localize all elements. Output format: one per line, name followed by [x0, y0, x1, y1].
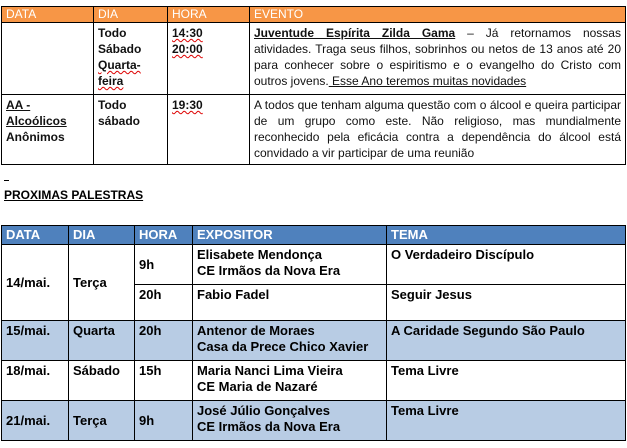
cell-data: 14/mai.: [2, 245, 69, 321]
cell-evento: A todos que tenham alguma questão com o álcool e queira participar de um grupo como este. Não religioso, mas mundialmente reconhecido pela eficácia contra a dependência do álcool está convidado a vir participar de uma reunião: [250, 95, 626, 165]
cell-tema: O Verdadeiro Discípulo: [387, 245, 626, 285]
table-row: [2, 321, 626, 361]
cell-data: [2, 23, 94, 95]
dia-line: Todo: [98, 98, 127, 112]
cell-expositor: [193, 361, 387, 401]
dia-line: feira: [98, 74, 124, 88]
events-row-aa: [2, 95, 626, 165]
cell-dia: Sábado: [69, 361, 135, 401]
talks-table: [1, 225, 626, 441]
cell-tema: Tema Livre: [387, 401, 626, 441]
expositor-house: Casa da Prece Chico Xavier: [197, 339, 369, 354]
header-dia: DIA: [69, 226, 135, 245]
hora-line: 20:00: [172, 42, 203, 56]
table-row: [2, 361, 626, 401]
talks-header-row: [2, 226, 626, 245]
cell-hora: 9h: [135, 401, 193, 441]
cell-dia: Quarta: [69, 321, 135, 361]
expositor-name: José Júlio Gonçalves: [197, 403, 330, 418]
data-line: AA -: [6, 98, 31, 112]
cell-expositor: [193, 285, 387, 321]
header-tema: TEMA: [387, 226, 626, 245]
dia-line: Quarta-: [98, 58, 141, 72]
header-data: DATA: [2, 226, 69, 245]
section-title: PROXIMAS PALESTRAS: [4, 188, 144, 202]
cell-expositor: [193, 245, 387, 285]
divider-mark: [4, 180, 9, 181]
cell-dia: [94, 23, 168, 95]
dia-line: sábado: [98, 114, 141, 128]
table-row: [2, 401, 626, 441]
event-body: – Já retornamos nossas atividades. Traga seus filhos, sobrinhos ou netos de 13 anos até 20 para conhecer sobre o espiritismo e o evangelho do Cristo com outros jovens.: [254, 26, 621, 88]
cell-expositor: [193, 321, 387, 361]
expositor-name: Fabio Fadel: [197, 287, 270, 302]
cell-tema: A Caridade Segundo São Paulo: [387, 321, 626, 361]
cell-data: [2, 95, 94, 165]
expositor-house: CE Maria de Nazaré: [197, 379, 318, 394]
cell-evento: [250, 23, 626, 95]
hora-line: 14:30: [172, 26, 203, 40]
events-table: [1, 6, 626, 165]
header-dia: DIA: [94, 7, 168, 23]
cell-data: 18/mai.: [2, 361, 69, 401]
expositor-name: Maria Nanci Lima Vieira: [197, 363, 343, 378]
hora-value: 19:30: [172, 98, 203, 112]
data-line: Anônimos: [6, 130, 65, 144]
cell-tema: Tema Livre: [387, 361, 626, 401]
cell-data: 15/mai.: [2, 321, 69, 361]
cell-dia: Terça: [69, 401, 135, 441]
header-data: DATA: [2, 7, 94, 23]
header-evento: EVENTO: [250, 7, 626, 23]
cell-hora: 9h: [135, 245, 193, 285]
cell-hora: 20h: [135, 285, 193, 321]
expositor-house: CE Irmãos da Nova Era: [197, 419, 341, 434]
expositor-name: Antenor de Moraes: [197, 323, 315, 338]
header-hora: HORA: [168, 7, 250, 23]
dia-line: Sábado: [98, 42, 142, 56]
cell-tema: Seguir Jesus: [387, 285, 626, 321]
expositor-name: Elisabete Mendonça: [197, 247, 322, 262]
cell-hora: [168, 23, 250, 95]
cell-hora: [168, 95, 250, 165]
cell-hora: 20h: [135, 321, 193, 361]
expositor-house: CE Irmãos da Nova Era: [197, 263, 341, 278]
cell-data: 21/mai.: [2, 401, 69, 441]
dia-line: Todo: [98, 26, 127, 40]
events-row-youth: [2, 23, 626, 95]
events-header-row: [2, 7, 626, 23]
cell-dia: [94, 95, 168, 165]
cell-hora: 15h: [135, 361, 193, 401]
event-tail: Esse Ano teremos muitas novidades: [328, 74, 527, 88]
header-hora: HORA: [135, 226, 193, 245]
event-title: Juventude Espírita Zilda Gama: [254, 26, 456, 40]
header-expositor: EXPOSITOR: [193, 226, 387, 245]
table-row: [2, 245, 626, 285]
cell-expositor: [193, 401, 387, 441]
data-line: Alcoólicos: [6, 114, 67, 128]
cell-dia: Terça: [69, 245, 135, 321]
